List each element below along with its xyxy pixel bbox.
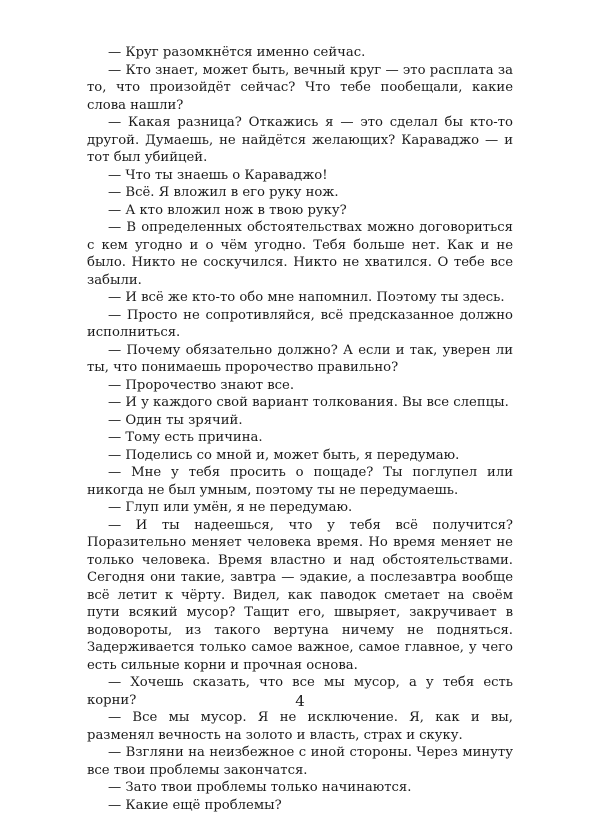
paragraph: — И ты надеешься, что у тебя всё получится? Поразительно меняет человека время. Но время меняет не только человека. Время властно и над обстоятельствами. Сегодня они такие, завтра — эдакие, а послезавтра вообще всё летит к чёрту. Видел, как паводок сметает на своём пути всякий мусор? Тащит его, швыряет, закручивает в водовороты, из такого вертуна ничему не подняться. Задерживается только самое важное, самое главное, у чего есть сильные корни и прочная основа. bbox=[87, 517, 513, 675]
paragraph: — В определенных обстоятельствах можно договориться с кем угодно и о чём угодно. Тебя больше нет. Как и не было. Никто не соскучился. Никто не хватился. О тебе все забыли. bbox=[87, 219, 513, 289]
paragraph: — Все мы мусор. Я не исключение. Я, как и вы, разменял вечность на золото и власть, страх и скуку. bbox=[87, 709, 513, 744]
paragraph: — Хочешь сказать, что все мы мусор, а у тебя есть корни? bbox=[87, 674, 513, 709]
paragraph: — Какая разница? Откажись я — это сделал бы кто-то другой. Думаешь, не найдётся желающих? Караваджо — и тот был убийцей. bbox=[87, 114, 513, 167]
paragraph: — Тому есть причина. bbox=[87, 429, 513, 447]
paragraph: — Что ты знаешь о Караваджо! bbox=[87, 167, 513, 185]
paragraph: — Поделись со мной и, может быть, я передумаю. bbox=[87, 447, 513, 465]
paragraph: — Мне у тебя просить о пощаде? Ты поглупел или никогда не был умным, поэтому ты не передумаешь. bbox=[87, 464, 513, 499]
paragraph: — Всё. Я вложил в его руку нож. bbox=[87, 184, 513, 202]
paragraph: — Зато твои проблемы только начинаются. bbox=[87, 779, 513, 797]
paragraph: — И у каждого свой вариант толкования. Вы все слепцы. bbox=[87, 394, 513, 412]
paragraph: — Кто знает, может быть, вечный круг — это расплата за то, что произойдёт сейчас? Что тебе пообещали, какие слова нашли? bbox=[87, 62, 513, 115]
paragraph: — Взгляни на неизбежное с иной стороны. Через минуту все твои проблемы закончатся. bbox=[87, 744, 513, 779]
paragraph: — Один ты зрячий. bbox=[87, 412, 513, 430]
paragraph: — Какие ещё проблемы? bbox=[87, 797, 513, 814]
paragraph: — Просто не сопротивляйся, всё предсказанное должно исполниться. bbox=[87, 307, 513, 342]
paragraph: — Круг разомкнётся именно сейчас. bbox=[87, 44, 513, 62]
paragraph: — Почему обязательно должно? А если и так, уверен ли ты, что понимаешь пророчество правильно? bbox=[87, 342, 513, 377]
paragraph: — А кто вложил нож в твою руку? bbox=[87, 202, 513, 220]
paragraph: — И всё же кто-то обо мне напомнил. Поэтому ты здесь. bbox=[87, 289, 513, 307]
paragraph: — Пророчество знают все. bbox=[87, 377, 513, 395]
page-number: 4 bbox=[0, 692, 600, 710]
paragraph: — Глуп или умён, я не передумаю. bbox=[87, 499, 513, 517]
